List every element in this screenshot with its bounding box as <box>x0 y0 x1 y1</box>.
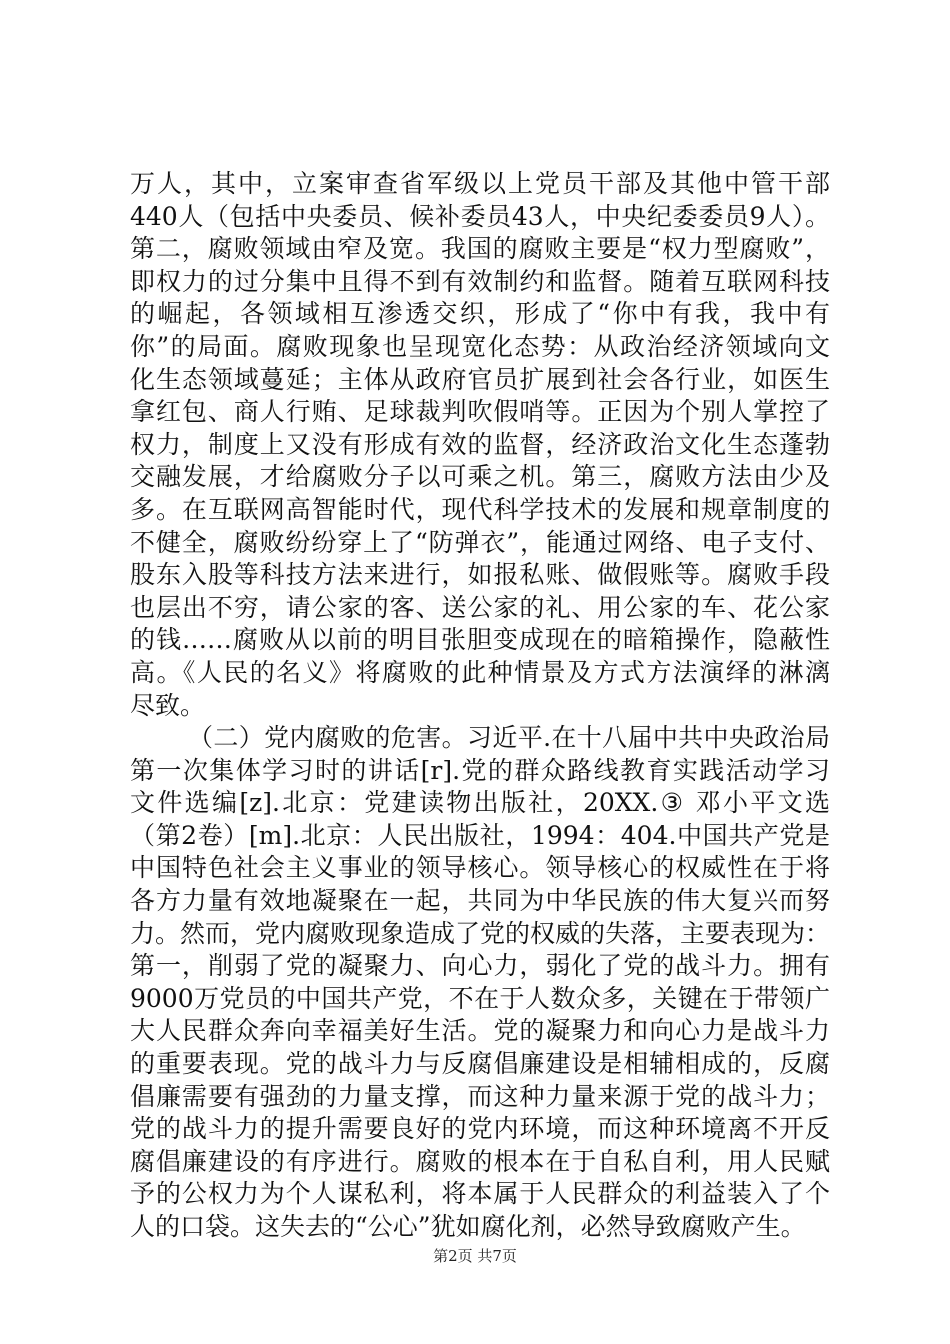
text-line: 440人（包括中央委员、候补委员43人，中央纪委委员9人）。 <box>130 201 830 231</box>
text-line: 化生态领域蔓延；主体从政府官员扩展到社会各行业，如医生 <box>130 364 830 394</box>
text-line: 力。然而，党内腐败现象造成了党的权威的失落，主要表现为： <box>130 918 831 948</box>
text-line: 第一，削弱了党的凝聚力、向心力，弱化了党的战斗力。拥有 <box>130 951 830 981</box>
text-line: 即权力的过分集中且得不到有效制约和监督。随着互联网科技 <box>130 266 830 296</box>
text-line: 的崛起，各领域相互渗透交织，形成了“你中有我，我中有 <box>130 299 830 329</box>
paragraph-2 <box>130 722 830 1244</box>
text-line: 你”的局面。腐败现象也呈现宽化态势：从政治经济领域向文 <box>130 331 830 361</box>
document-body <box>130 168 830 1244</box>
text-line: （二）党内腐败的危害。习近平.在十八届中共中央政治局 <box>188 723 830 753</box>
page-number-footer: 第2页 共7页 <box>433 1247 517 1265</box>
text-line: （第2卷）[m].北京：人民出版社，1994：404.中国共产党是 <box>130 820 830 850</box>
text-line: 不健全，腐败纷纷穿上了“防弹衣”，能通过网络、电子支付、 <box>130 527 830 557</box>
text-line: 尽致。 <box>130 690 206 720</box>
text-line: 也层出不穷，请公家的客、送公家的礼、用公家的车、花公家 <box>130 592 830 622</box>
text-line: 股东入股等科技方法来进行，如报私账、做假账等。腐败手段 <box>130 560 830 590</box>
text-line: 党的战斗力的提升需要良好的党内环境，而这种环境离不开反 <box>130 1114 830 1144</box>
text-line: 高。《人民的名义》将腐败的此种情景及方式方法演绎的淋漓 <box>130 657 830 687</box>
text-line: 人的口袋。这失去的“公心”犹如腐化剂，必然导致腐败产生。 <box>130 1212 806 1241</box>
text-line: 的钱……腐败从以前的明目张胆变成现在的暗箱操作，隐蔽性 <box>130 625 830 655</box>
paragraph-1 <box>130 168 830 722</box>
text-line: 各方力量有效地凝聚在一起，共同为中华民族的伟大复兴而努 <box>130 886 830 916</box>
text-line: 第二，腐败领域由窄及宽。我国的腐败主要是“权力型腐败”， <box>130 234 830 264</box>
text-line: 第一次集体学习时的讲话[r].党的群众路线教育实践活动学习 <box>130 755 830 785</box>
text-line: 腐倡廉建设的有序进行。腐败的根本在于自私自利，用人民赋 <box>130 1146 830 1176</box>
text-line: 拿红包、商人行贿、足球裁判吹假哨等。正因为个别人掌控了 <box>130 397 830 427</box>
text-line: 中国特色社会主义事业的领导核心。领导核心的权威性在于将 <box>130 853 830 883</box>
text-line: 9000万党员的中国共产党，不在于人数众多，关键在于带领广 <box>130 983 830 1013</box>
text-line: 文件选编[z].北京：党建读物出版社，20XX.③ 邓小平文选 <box>130 788 830 818</box>
text-line: 万人，其中，立案审查省军级以上党员干部及其他中管干部 <box>130 169 830 198</box>
text-line: 倡廉需要有强劲的力量支撑，而这种力量来源于党的战斗力； <box>130 1081 830 1111</box>
text-line: 予的公权力为个人谋私利，将本属于人民群众的利益装入了个 <box>130 1179 830 1209</box>
text-line: 的重要表现。党的战斗力与反腐倡廉建设是相辅相成的，反腐 <box>130 1049 830 1079</box>
text-line: 交融发展，才给腐败分子以可乘之机。第三，腐败方法由少及 <box>130 462 830 492</box>
text-line: 大人民群众奔向幸福美好生活。党的凝聚力和向心力是战斗力 <box>130 1016 830 1046</box>
text-line: 多。在互联网高智能时代，现代科学技术的发展和规章制度的 <box>130 494 830 524</box>
text-line: 权力，制度上又没有形成有效的监督，经济政治文化生态蓬勃 <box>130 429 830 459</box>
